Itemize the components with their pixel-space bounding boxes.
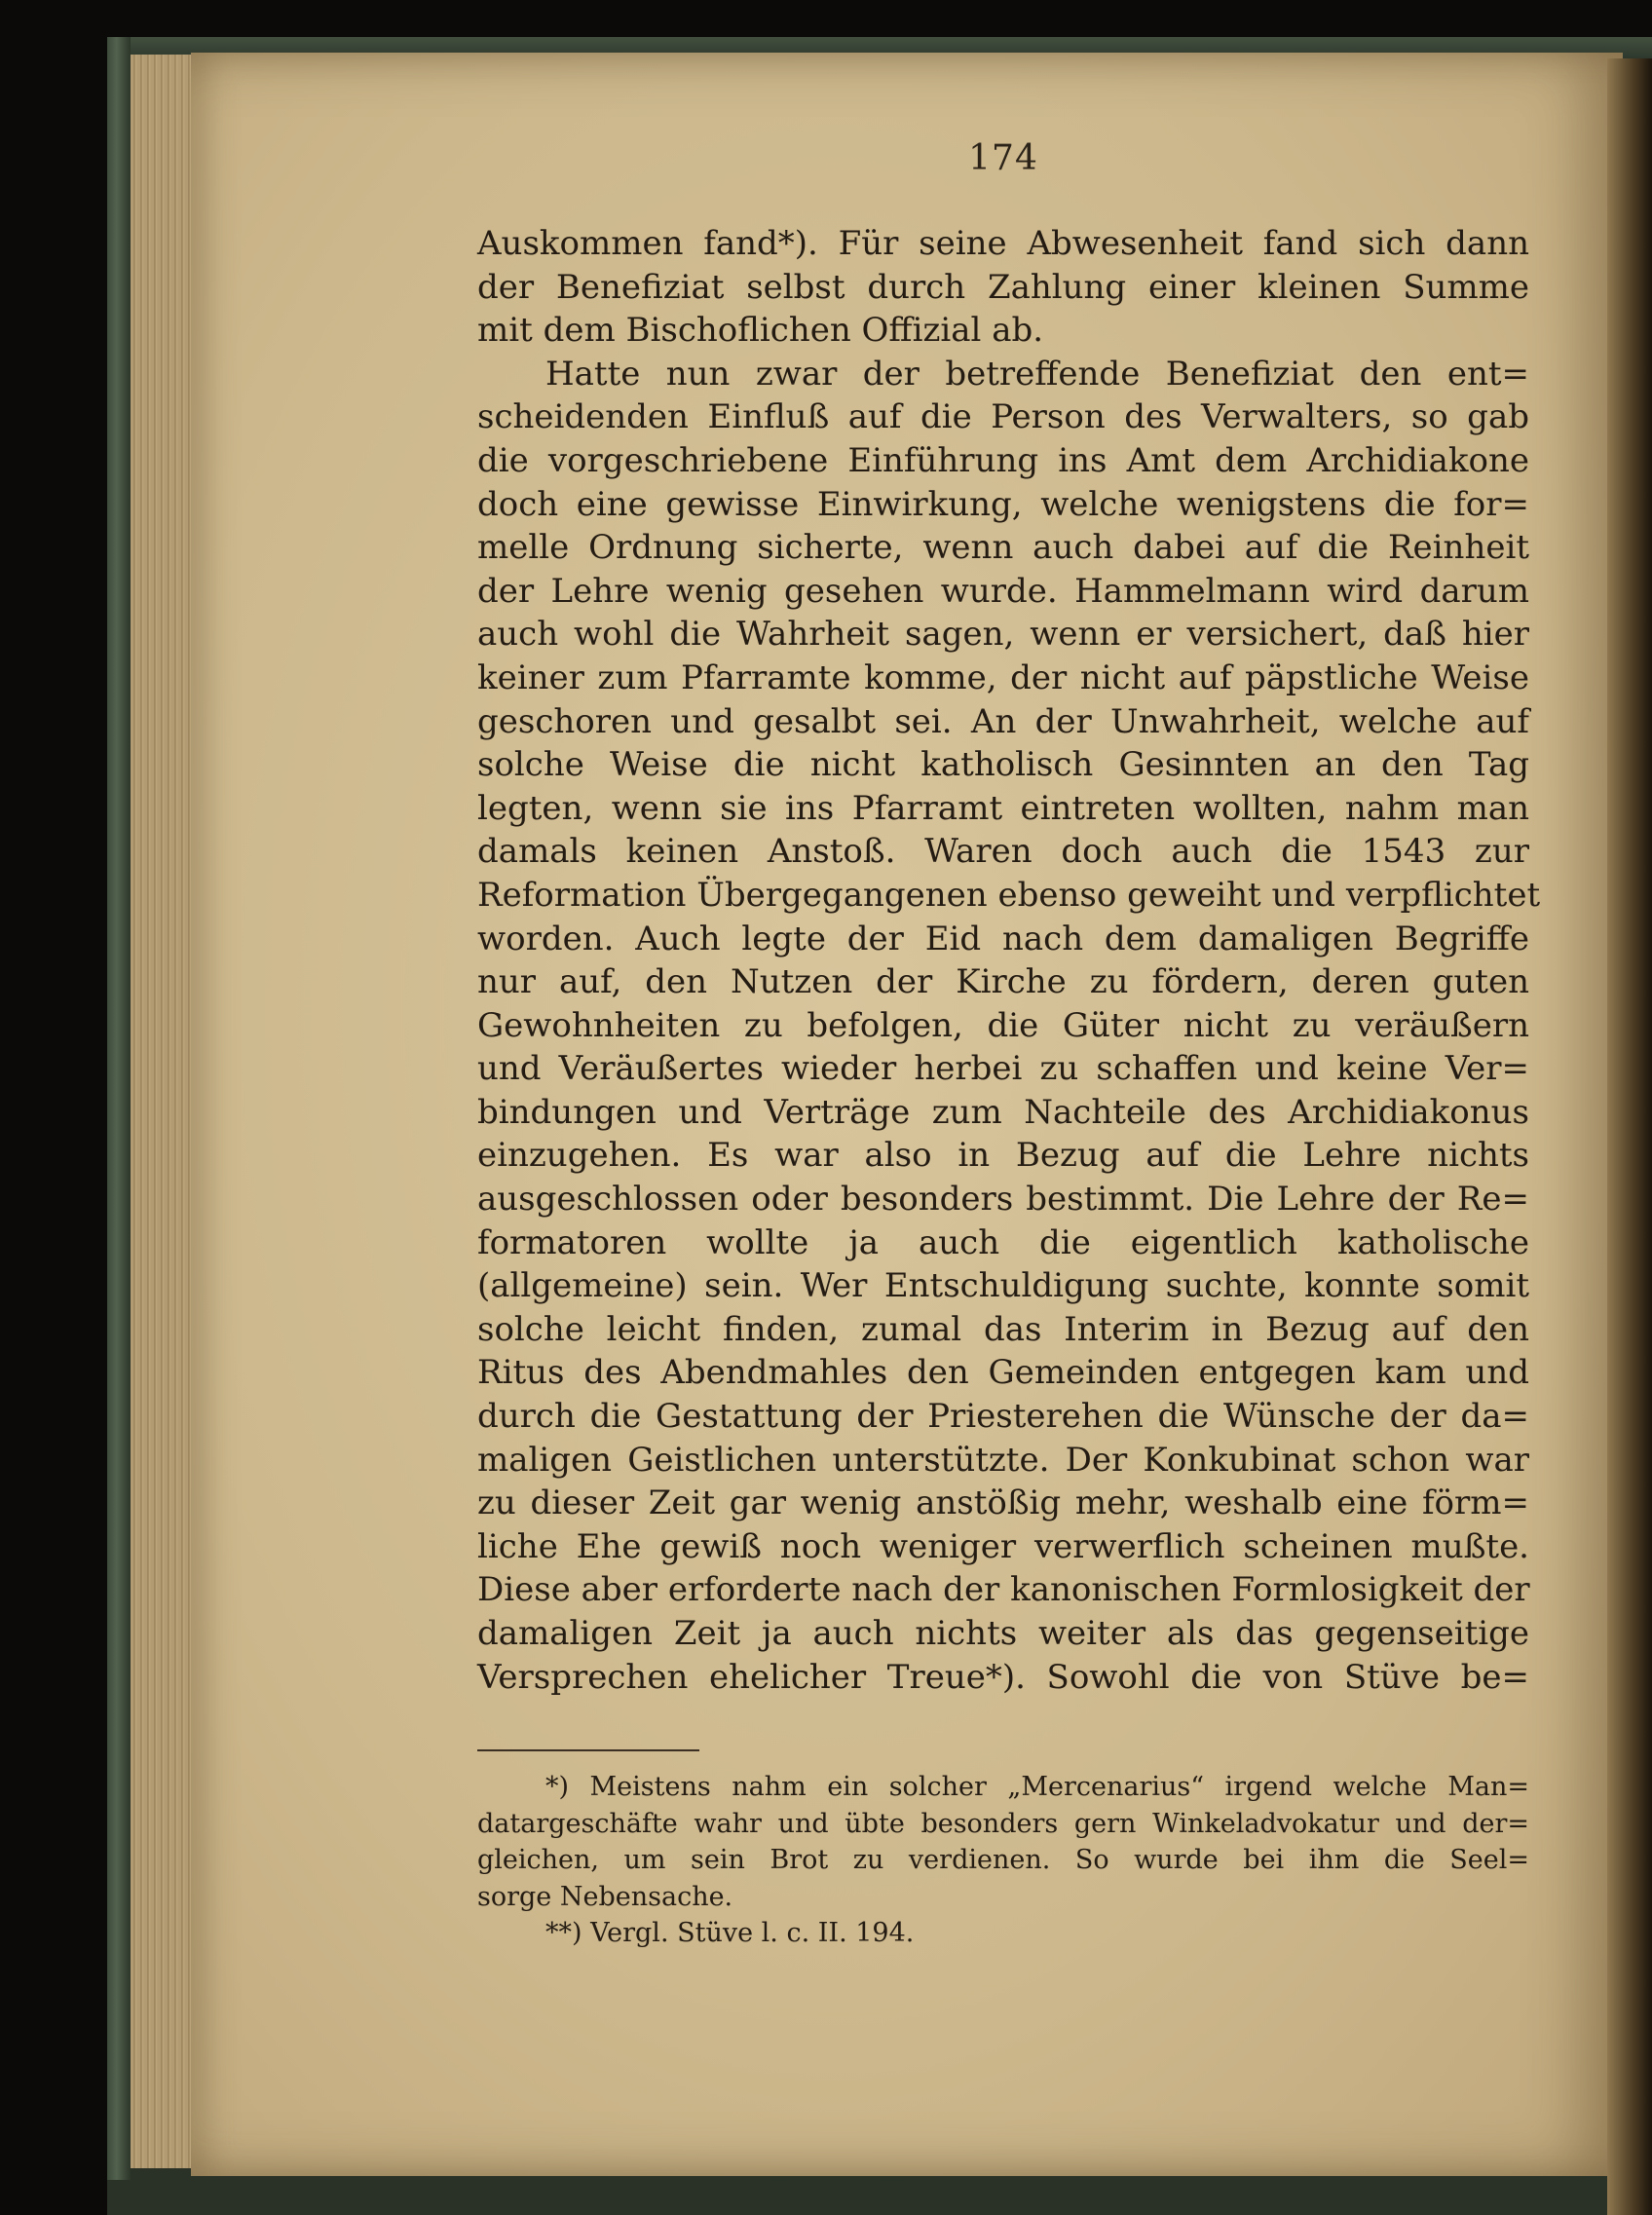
text-line: Reformation Übergegangenen ebenso geweiht und verpflichtet xyxy=(477,875,1541,915)
footnote-line: *) Meistens nahm ein solcher „Mercenarius“ irgend welche Man= xyxy=(545,1772,1529,1802)
text-line: der Lehre wenig gesehen wurde. Hammelmann wird darum xyxy=(477,571,1529,611)
text-line: melle Ordnung sicherte, wenn auch dabei auf die Reinheit xyxy=(477,528,1529,568)
text-line: zu dieser Zeit gar wenig anstößig mehr, weshalb eine förm= xyxy=(477,1483,1529,1523)
text-line: (allgemeine) sein. Wer Entschuldigung suchte, konnte somit xyxy=(477,1266,1529,1306)
text-line: solche leicht finden, zumal das Interim in Bezug auf den xyxy=(477,1309,1529,1349)
text-line: und Veräußertes wieder herbei zu schaffen und keine Ver= xyxy=(477,1049,1529,1089)
text-line: maligen Geistlichen unterstützte. Der Konkubinat schon war xyxy=(477,1440,1529,1480)
cover-spine-edge xyxy=(107,37,131,2180)
footnote-line: **) Vergl. Stüve l. c. II. 194. xyxy=(545,1918,915,1948)
book-gutter xyxy=(1607,58,1652,2215)
text-line: worden. Auch legte der Eid nach dem damaligen Begriffe xyxy=(477,919,1529,958)
text-line: nur auf, den Nutzen der Kirche zu fördern, deren guten xyxy=(477,962,1529,1002)
footnote-line: datargeschäfte wahr und übte besonders gern Winkeladvokatur und der= xyxy=(477,1808,1529,1839)
text-line: scheidenden Einfluß auf die Person des Verwalters, so gab xyxy=(477,397,1529,437)
text-line: die vorgeschriebene Einführung ins Amt dem Archidiakone xyxy=(477,440,1529,480)
text-line: keiner zum Pfarramte komme, der nicht auf päpstliche Weise xyxy=(477,657,1529,697)
text-line: Hatte nun zwar der betreffende Benefiziat den ent= xyxy=(545,354,1529,394)
text-line: mit dem Bischoflichen Offizial ab. xyxy=(477,311,1044,351)
footnotes xyxy=(477,1769,1529,1952)
text-line: damaligen Zeit ja auch nichts weiter als das gegenseitige xyxy=(477,1614,1529,1653)
footnote-line: gleichen, um sein Brot zu verdienen. So wurde bei ihm die Seel= xyxy=(477,1845,1529,1875)
text-line: auch wohl die Wahrheit sagen, wenn er versichert, daß hier xyxy=(477,615,1529,655)
text-line: Auskommen fand*). Für seine Abwesenheit fand sich dann xyxy=(477,224,1529,263)
text-line: Ritus des Abendmahles den Gemeinden entgegen kam und xyxy=(477,1353,1529,1393)
page-number: 174 xyxy=(968,138,1038,178)
footnote-line: sorge Nebensache. xyxy=(477,1881,733,1912)
text-line: Gewohnheiten zu befolgen, die Güter nicht zu veräußern xyxy=(477,1005,1529,1045)
text-line: ausgeschlossen oder besonders bestimmt. Die Lehre der Re= xyxy=(477,1180,1529,1220)
text-line: Diese aber erforderte nach der kanonischen Formlosigkeit der xyxy=(477,1570,1530,1610)
text-line: doch eine gewisse Einwirkung, welche wenigstens die for= xyxy=(477,484,1529,524)
text-line: damals keinen Anstoß. Waren doch auch die 1543 zur xyxy=(477,832,1529,872)
text-line: formatoren wollte ja auch die eigentlich katholische xyxy=(477,1222,1529,1262)
footnote-divider xyxy=(477,1749,699,1751)
text-line: der Benefiziat selbst durch Zahlung einer kleinen Summe xyxy=(477,267,1529,307)
text-line: geschoren und gesalbt sei. An der Unwahrheit, welche auf xyxy=(477,701,1529,741)
text-line: legten, wenn sie ins Pfarramt eintreten wollten, nahm man xyxy=(477,788,1529,828)
body-text xyxy=(477,222,1541,1699)
text-line: einzugehen. Es war also in Bezug auf die Lehre nichts xyxy=(477,1136,1529,1176)
text-line: durch die Gestattung der Priesterehen die Wünsche der da= xyxy=(477,1397,1529,1437)
text-line: liche Ehe gewiß noch weniger verwerflich scheinen mußte. xyxy=(477,1526,1529,1566)
text-line: Versprechen ehelicher Treue*). Sowohl die von Stüve be= xyxy=(477,1657,1529,1697)
text-line: solche Weise die nicht katholisch Gesinnten an den Tag xyxy=(477,745,1529,785)
text-line: bindungen und Verträge zum Nachteile des Archidiakonus xyxy=(477,1092,1529,1132)
